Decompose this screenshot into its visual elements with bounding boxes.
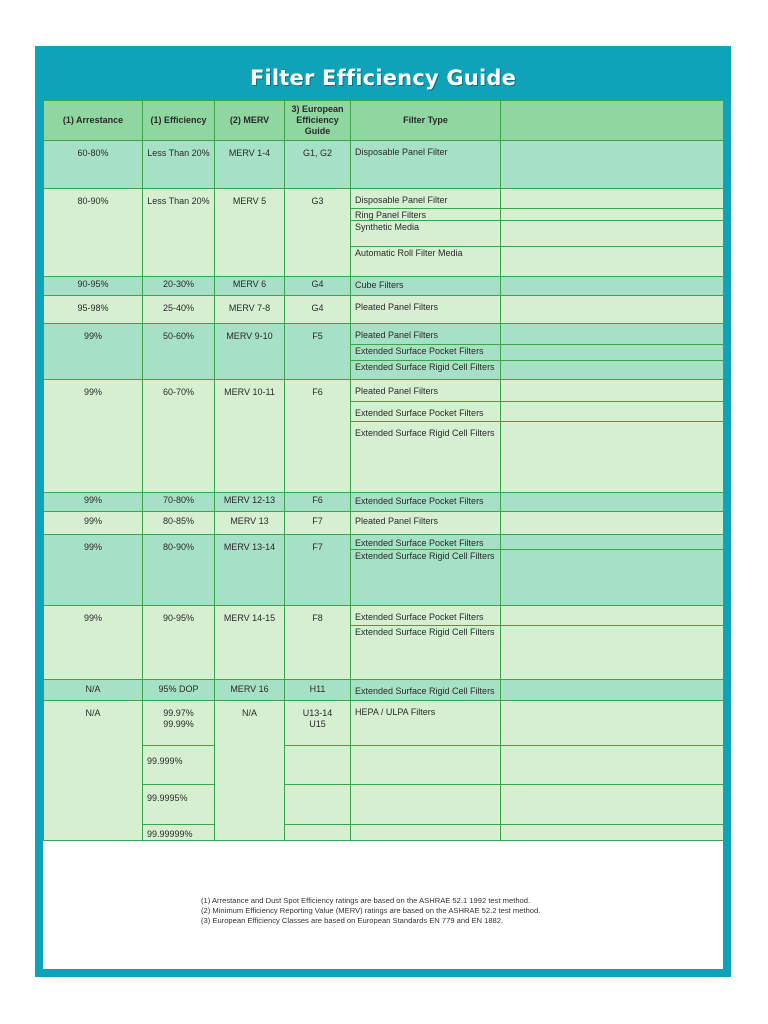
cell-blank [501,221,724,247]
cell-euro: U13-14 U15 [285,701,351,746]
cell-filter-type: Pleated Panel Filters [351,512,501,535]
cell-merv: MERV 13-14 [215,535,285,606]
cell-euro: G4 [285,296,351,324]
cell-efficiency: 70-80% [143,493,215,512]
cell-filter-type: Extended Surface Pocket Filters [351,493,501,512]
cell-efficiency: Less Than 20% [143,141,215,189]
cell-filter-type: Automatic Roll Filter Media [351,247,501,277]
cell-merv: MERV 10-11 [215,380,285,493]
cell-euro: F6 [285,380,351,493]
cell-efficiency: 99.999% [143,746,215,785]
footnote-2: (2) Minimum Efficiency Reporting Value (MERV) ratings are based on the ASHRAE 52.2 test method. [201,906,541,915]
cell-blank [501,626,724,680]
table-row [44,189,724,209]
cell-blank [501,277,724,296]
cell-euro: G4 [285,277,351,296]
cell-arrestance: 99% [44,512,143,535]
cell-filter-type: Extended Surface Pocket Filters [351,535,501,550]
cell-blank [501,345,724,361]
cell-filter-type: Pleated Panel Filters [351,324,501,345]
table-row [44,296,724,324]
cell-arrestance: 90-95% [44,277,143,296]
cell-filter-type: Extended Surface Rigid Cell Filters [351,680,501,701]
footnote-3: (3) European Efficiency Classes are based on European Standards EN 779 and EN 1882. [201,916,504,925]
cell-filter-type: Disposable Panel Filter [351,189,501,209]
cell-filter-type: Disposable Panel Filter [351,141,501,189]
cell-blank [501,141,724,189]
cell-filter-type: Pleated Panel Filters [351,380,501,402]
cell-blank [501,746,724,785]
cell-merv: MERV 9-10 [215,324,285,380]
table-row [44,493,724,512]
cell-filter-type: Extended Surface Pocket Filters [351,345,501,361]
cell-blank [501,535,724,550]
table-row [44,277,724,296]
cell-blank [501,209,724,221]
filter-efficiency-table [43,100,724,841]
cell-efficiency: Less Than 20% [143,189,215,277]
cell-arrestance: 99% [44,324,143,380]
cell-filter-type: Extended Surface Rigid Cell Filters [351,361,501,380]
header-row [44,101,724,141]
header-filter-type: Filter Type [351,101,501,141]
cell-filter-type: Extended Surface Pocket Filters [351,402,501,422]
footnote-1: (1) Arrestance and Dust Spot Efficiency ratings are based on the ASHRAE 52.1 1992 test method. [201,896,531,905]
footnotes [201,896,540,926]
cell-merv: MERV 14-15 [215,606,285,680]
cell-blank [501,361,724,380]
cell-euro: F7 [285,512,351,535]
cell-merv: MERV 12-13 [215,493,285,512]
cell-filter-type [351,785,501,825]
cell-arrestance: N/A [44,680,143,701]
cell-euro: H11 [285,680,351,701]
cell-blank [501,493,724,512]
cell-arrestance: 60-80% [44,141,143,189]
cell-filter-type: Extended Surface Rigid Cell Filters [351,422,501,493]
cell-filter-type [351,825,501,841]
table-row [44,680,724,701]
cell-efficiency: 80-90% [143,535,215,606]
table-row [44,746,724,785]
cell-blank [501,402,724,422]
cell-arrestance: 80-90% [44,189,143,277]
cell-blank [501,380,724,402]
table-row [44,324,724,345]
cell-merv: MERV 6 [215,277,285,296]
cell-efficiency: 99.9995% [143,785,215,825]
table-row [44,606,724,626]
table-row [44,512,724,535]
table-row [44,701,724,746]
cell-efficiency: 80-85% [143,512,215,535]
guide-panel [43,100,723,969]
cell-merv: MERV 5 [215,189,285,277]
cell-filter-type: Cube Filters [351,277,501,296]
cell-arrestance: N/A [44,701,143,841]
header-merv: (2) MERV [215,101,285,141]
cell-filter-type [351,746,501,785]
cell-filter-type: HEPA / ULPA Filters [351,701,501,746]
cell-efficiency: 25-40% [143,296,215,324]
header-blank [501,101,724,141]
cell-efficiency: 20-30% [143,277,215,296]
cell-euro: F5 [285,324,351,380]
cell-arrestance: 99% [44,535,143,606]
cell-blank [501,785,724,825]
header-efficiency: (1) Efficiency [143,101,215,141]
cell-euro [285,746,351,785]
table-row [44,141,724,189]
cell-efficiency: 60-70% [143,380,215,493]
page-title: Filter Efficiency Guide [249,66,517,90]
cell-efficiency: 99.97% 99.99% [143,701,215,746]
cell-blank [501,550,724,606]
cell-blank [501,422,724,493]
header-european-guide: 3) European Efficiency Guide [285,101,351,141]
cell-efficiency: 50-60% [143,324,215,380]
cell-blank [501,701,724,746]
header-arrestance: (1) Arrestance [44,101,143,141]
cell-filter-type: Pleated Panel Filters [351,296,501,324]
cell-merv: MERV 16 [215,680,285,701]
cell-euro: F6 [285,493,351,512]
cell-blank [501,324,724,345]
cell-euro: F8 [285,606,351,680]
cell-merv: N/A [215,701,285,841]
cell-filter-type: Extended Surface Rigid Cell Filters [351,626,501,680]
cell-filter-type: Synthetic Media [351,221,501,247]
cell-arrestance: 99% [44,606,143,680]
table-row [44,785,724,825]
cell-blank [501,825,724,841]
guide-frame [35,46,731,977]
cell-merv: MERV 7-8 [215,296,285,324]
cell-blank [501,680,724,701]
cell-blank [501,512,724,535]
cell-filter-type: Extended Surface Rigid Cell Filters [351,550,501,606]
cell-euro [285,785,351,825]
cell-merv: MERV 13 [215,512,285,535]
cell-euro [285,825,351,841]
cell-blank [501,247,724,277]
cell-filter-type: Ring Panel Filters [351,209,501,221]
cell-efficiency: 95% DOP [143,680,215,701]
cell-euro: G1, G2 [285,141,351,189]
cell-blank [501,296,724,324]
cell-euro: F7 [285,535,351,606]
cell-filter-type: Extended Surface Pocket Filters [351,606,501,626]
table-row [44,380,724,402]
cell-arrestance: 95-98% [44,296,143,324]
cell-blank [501,189,724,209]
cell-arrestance: 99% [44,380,143,493]
cell-arrestance: 99% [44,493,143,512]
cell-blank [501,606,724,626]
table-row [44,535,724,550]
cell-efficiency: 99.99999% [143,825,215,841]
cell-euro: G3 [285,189,351,277]
cell-merv: MERV 1-4 [215,141,285,189]
cell-efficiency: 90-95% [143,606,215,680]
table-row [44,825,724,841]
